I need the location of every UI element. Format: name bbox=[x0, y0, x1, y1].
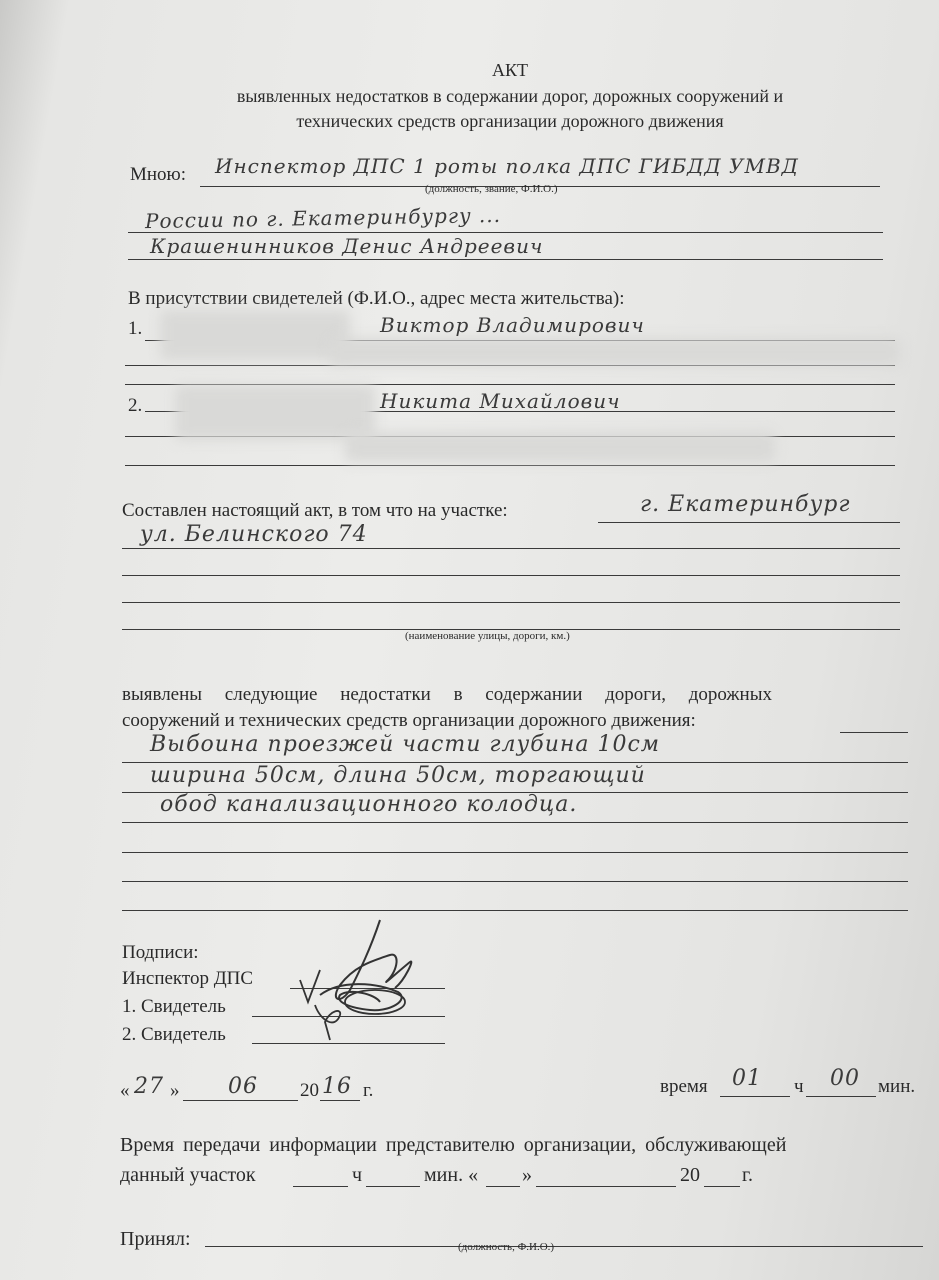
transfer-hours-label: ч bbox=[352, 1164, 363, 1186]
witness-1-handwritten: Виктор Владимирович bbox=[380, 313, 645, 337]
defects-label-2: сооружений и технических средств организации дорожного движения: bbox=[122, 710, 696, 731]
transfer-hours-line bbox=[293, 1186, 348, 1187]
author-underline-3 bbox=[128, 259, 883, 260]
location-label: Составлен настоящий акт, в том что на участке: bbox=[122, 500, 508, 521]
inspector-signature bbox=[280, 910, 440, 1050]
transfer-month-line bbox=[536, 1186, 676, 1187]
act-subtitle-2: технических средств организации дорожного движения bbox=[296, 111, 724, 131]
witness-1-number: 1. bbox=[128, 318, 143, 339]
defects-underline-6 bbox=[122, 910, 908, 911]
location-handwritten-2: ул. Белинского 74 bbox=[140, 522, 368, 547]
defects-underline-3 bbox=[122, 822, 908, 823]
time-hours-line bbox=[720, 1096, 790, 1097]
transfer-line-2-label: данный участок bbox=[120, 1164, 256, 1186]
defects-underline-4 bbox=[122, 852, 908, 853]
author-handwritten-1: Инспектор ДПС 1 роты полка ДПС ГИБДД УМВД bbox=[215, 154, 799, 178]
accepted-label: Принял: bbox=[120, 1228, 191, 1250]
defects-handwritten-3: обод канализационного колодца. bbox=[160, 792, 578, 817]
redaction-witness-2-address bbox=[345, 432, 775, 462]
redaction-witness-1-address bbox=[330, 338, 900, 366]
accepted-underline bbox=[205, 1246, 923, 1247]
author-handwritten-2: России по г. Екатеринбургу ... bbox=[144, 202, 502, 234]
defects-underline-0 bbox=[840, 732, 908, 733]
transfer-year-line bbox=[704, 1186, 740, 1187]
witnesses-label: В присутствии свидетелей (Ф.И.О., адрес места жительства): bbox=[128, 288, 625, 309]
location-caption: (наименование улицы, дороги, км.) bbox=[405, 630, 570, 642]
transfer-year-prefix: 20 bbox=[680, 1164, 700, 1186]
location-underline-1 bbox=[598, 522, 900, 523]
witness-2-number: 2. bbox=[128, 395, 143, 416]
author-label: Мною: bbox=[130, 164, 187, 185]
date-open-quote: « bbox=[120, 1080, 130, 1101]
defects-handwritten-1: Выбоина проезжей части глубина 10см bbox=[150, 732, 661, 757]
transfer-line-1: Время передачи информации представителю организации, обслуживающей bbox=[120, 1134, 787, 1156]
author-caption: (должность, звание, Ф.И.О.) bbox=[425, 183, 558, 195]
accepted-caption: (должность, Ф.И.О.) bbox=[458, 1241, 555, 1253]
witness-2-underline-3 bbox=[125, 465, 895, 466]
time-minutes-label: мин. bbox=[878, 1076, 916, 1097]
signature-inspector-label: Инспектор ДПС bbox=[122, 968, 254, 989]
author-underline-2 bbox=[128, 232, 883, 233]
time-label: время bbox=[660, 1076, 708, 1097]
location-underline-2 bbox=[122, 548, 900, 549]
location-underline-4 bbox=[122, 602, 900, 603]
location-handwritten-1: г. Екатеринбург bbox=[640, 492, 851, 517]
date-month: 06 bbox=[228, 1074, 258, 1099]
defects-underline-5 bbox=[122, 881, 908, 882]
signature-witness-1-label: 1. Свидетель bbox=[122, 996, 226, 1017]
transfer-day-line bbox=[486, 1186, 520, 1187]
date-year-prefix: 20 bbox=[300, 1080, 319, 1101]
date-close-quote: » bbox=[170, 1080, 180, 1101]
location-underline-3 bbox=[122, 575, 900, 576]
time-minutes-line bbox=[806, 1096, 876, 1097]
author-handwritten-3: Крашенинников Денис Андреевич bbox=[150, 234, 544, 258]
signatures-label: Подписи: bbox=[122, 942, 199, 963]
redaction-witness-1-surname bbox=[160, 310, 350, 360]
date-year-label: г. bbox=[363, 1080, 374, 1101]
act-title: АКТ bbox=[492, 60, 528, 80]
date-month-line bbox=[183, 1100, 298, 1101]
signature-witness-2-label: 2. Свидетель bbox=[122, 1024, 226, 1045]
defects-label-1: выявлены следующие недостатки в содержании дороги, дорожных bbox=[122, 684, 772, 705]
date-year-suffix: 16 bbox=[322, 1074, 352, 1099]
defects-handwritten-2: ширина 50см, длина 50см, торгающий bbox=[150, 763, 646, 788]
redaction-witness-2-surname bbox=[175, 385, 375, 440]
transfer-minutes-label: мин. « bbox=[424, 1164, 479, 1186]
transfer-year-label: г. bbox=[742, 1164, 753, 1186]
witness-2-handwritten: Никита Михайлович bbox=[380, 389, 621, 413]
transfer-close-quote: » bbox=[522, 1164, 532, 1186]
time-minutes: 00 bbox=[830, 1066, 860, 1091]
transfer-minutes-line bbox=[366, 1186, 420, 1187]
date-year-line bbox=[320, 1100, 360, 1101]
time-hours: 01 bbox=[732, 1066, 762, 1091]
date-day: 27 bbox=[134, 1074, 164, 1099]
time-hours-label: ч bbox=[794, 1076, 804, 1097]
act-subtitle-1: выявленных недостатков в содержании дорог, дорожных сооружений и bbox=[236, 86, 784, 106]
